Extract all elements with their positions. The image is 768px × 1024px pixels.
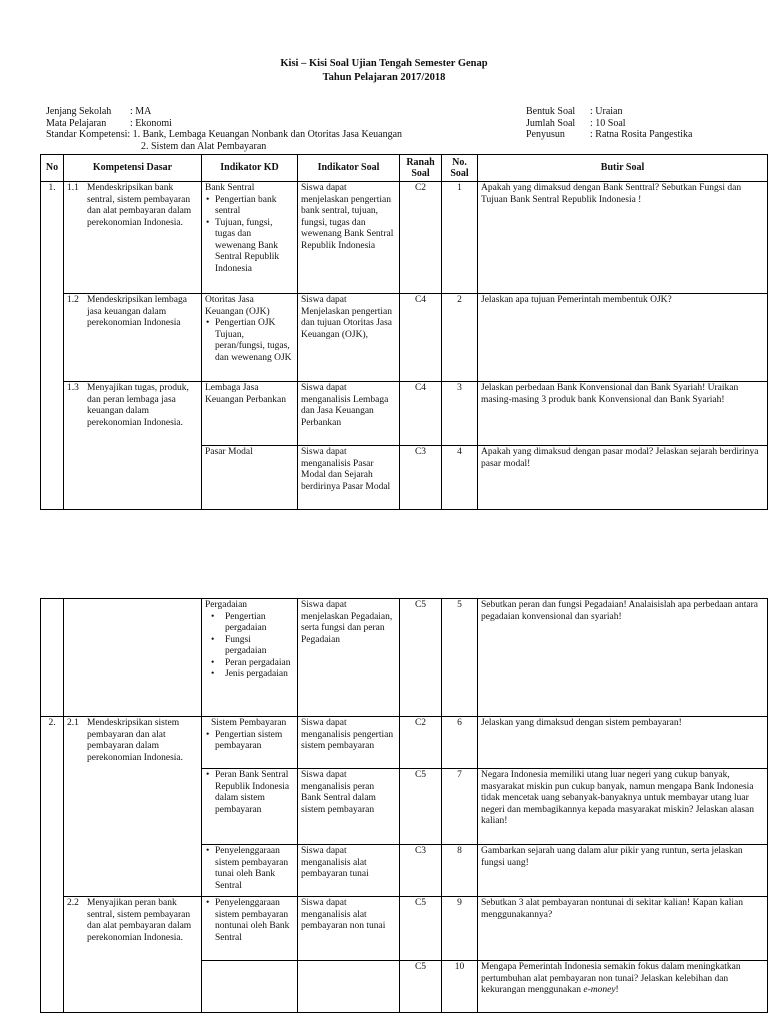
butir-cell: Gambarkan sejarah uang dalam alur pikir yang runtun, serta jelaskan fungsi uang!	[478, 845, 768, 897]
kisi-table-part-1	[40, 154, 768, 510]
bentuk-label: Bentuk Soal	[526, 106, 576, 117]
ikd-cell: Lembaga Jasa Keuangan Perbankan	[202, 382, 298, 446]
jumlah-label: Jumlah Soal	[526, 117, 576, 129]
table-row	[41, 382, 768, 446]
is-cell: Siswa dapat menganalisis peran Bank Sentral dalam sistem pembayaran	[298, 769, 400, 845]
header-indikator-soal: Indikator Soal	[298, 155, 400, 182]
nosoal-cell: 7	[442, 769, 478, 845]
butir-cell: Apakah yang dimaksud dengan pasar modal? Jelaskan sejarah berdirinya pasar modal!	[478, 446, 768, 510]
ikd-cell: Pasar Modal	[202, 446, 298, 510]
is-cell: Siswa dapat menganalisis pengertian sistem pembayaran	[298, 717, 400, 769]
nosoal-cell: 3	[442, 382, 478, 446]
kd-cell: 2.2 Menyajikan peran bank sentral, sistem pembayaran dan alat pembayaran dalam perekonomian Indonesia.	[64, 897, 202, 1013]
is-cell: Siswa dapat menganalisis alat pembayaran tunai	[298, 845, 400, 897]
nosoal-cell: 10	[442, 961, 478, 1013]
ikd-cell	[202, 961, 298, 1013]
table-row	[41, 717, 768, 769]
ikd-cell: • Peran Bank Sentral Republik Indonesia dalam sistem pembayaran	[202, 769, 298, 845]
nosoal-cell: 8	[442, 845, 478, 897]
kd-cell	[64, 599, 202, 717]
header-indikator-kd: Indikator KD	[202, 155, 298, 182]
butir-cell: Jelaskan perbedaan Bank Konvensional dan Bank Syariah! Uraikan masing-masing 3 produk bank Konvensional dan Bank Syariah!	[478, 382, 768, 446]
butir-cell: Sebutkan peran dan fungsi Pegadaian! Analaisislah apa perbedaan antara pegadaian konvensional dan syariah!	[478, 599, 768, 717]
ranah-cell: C5	[400, 961, 442, 1013]
ikd-cell: • Penyelenggaraan sistem pembayaran nontunai oleh Bank Sentral	[202, 897, 298, 961]
row-no: 2.	[41, 717, 64, 1013]
penyusun-label: Penyusun	[526, 129, 565, 140]
sk-value-2: 2. Sistem dan Alat Pembayaran	[141, 140, 267, 152]
ranah-cell: C4	[400, 382, 442, 446]
kisi-table-part-2	[40, 598, 768, 1013]
ranah-cell: C2	[400, 717, 442, 769]
nosoal-cell: 1	[442, 182, 478, 294]
meta-right	[526, 106, 693, 141]
row-no: 1.	[41, 182, 64, 510]
table-row	[41, 897, 768, 961]
ranah-cell: C3	[400, 845, 442, 897]
butir-cell: Negara Indonesia memiliki utang luar negeri yang cukup banyak, masyarakat miskin pun cukup banyak, namun mengapa Bank Indonesia tidak mencetak uang sebanyak-banyaknya untuk membayar utang luar negeri dan membagikannya kepada masyarakat miskin? Jelaskan alasan kalian!	[478, 769, 768, 845]
kd-cell: 1.1 Mendeskripsikan bank sentral, sistem pembayaran dan alat pembayaran dalam perekonomian Indonesia.	[64, 182, 202, 294]
is-cell: Siswa dapat menganalisis Lembaga dan Jasa Keuangan Perbankan	[298, 382, 400, 446]
kd-cell: 2.1 Mendeskripsikan sistem pembayaran dan alat pembayaran dalam perekonomian Indonesia.	[64, 717, 202, 897]
butir-cell: Jelaskan apa tujuan Pemerintah membentuk OJK?	[478, 294, 768, 382]
document-subtitle: Tahun Pelajaran 2017/2018	[322, 72, 446, 83]
table-header-row	[41, 155, 768, 182]
ranah-cell: C5	[400, 599, 442, 717]
penyusun-value: : Ratna Rosita Pangestika	[590, 129, 693, 140]
sk-label: Standar Kompetensi	[46, 129, 128, 140]
table-row	[41, 599, 768, 717]
document-title: Kisi – Kisi Soal Ujian Tengah Semester Genap	[280, 58, 488, 69]
ranah-cell: C4	[400, 294, 442, 382]
jenjang-value: : MA	[130, 106, 152, 117]
is-cell: Siswa dapat Menjelaskan pengertian dan tujuan Otoritas Jasa Keuangan (OJK),	[298, 294, 400, 382]
jenjang-label: Jenjang Sekolah	[46, 106, 112, 117]
nosoal-cell: 2	[442, 294, 478, 382]
header-no: No	[41, 155, 64, 182]
table-row	[41, 294, 768, 382]
is-cell: Siswa dapat menganalisis Pasar Modal dan Sejarah berdirinya Pasar Modal	[298, 446, 400, 510]
header-no-soal: No. Soal	[442, 155, 478, 182]
header-butir-soal: Butir Soal	[478, 155, 768, 182]
ikd-cell: Sistem Pembayaran • Pengertian sistem pembayaran	[202, 717, 298, 769]
sk-value-1: : 1. Bank, Lembaga Keuangan Nonbank dan Otoritas Jasa Keuangan	[127, 129, 403, 140]
ikd-cell: Otoritas Jasa Keuangan (OJK) • Pengertian OJK Tujuan, peran/fungsi, tugas, dan wewenang OJK	[202, 294, 298, 382]
table-row	[41, 182, 768, 294]
header-kompetensi-dasar: Kompetensi Dasar	[64, 155, 202, 182]
mapel-value: : Ekonomi	[130, 117, 172, 129]
mapel-label: Mata Pelajaran	[46, 117, 107, 129]
butir-cell: Jelaskan yang dimaksud dengan sistem pembayaran!	[478, 717, 768, 769]
ranah-cell: C5	[400, 897, 442, 961]
ranah-cell: C2	[400, 182, 442, 294]
ranah-cell: C3	[400, 446, 442, 510]
is-cell	[298, 961, 400, 1013]
row-no	[41, 599, 64, 717]
header-ranah-soal: Ranah Soal	[400, 155, 442, 182]
nosoal-cell: 6	[442, 717, 478, 769]
nosoal-cell: 4	[442, 446, 478, 510]
meta-left	[46, 106, 402, 152]
kd-cell: 1.2 Mendeskripsikan lembaga jasa keuangan dalam perekonomian Indonesia	[64, 294, 202, 382]
is-cell: Siswa dapat menjelaskan Pegadaian, serta fungsi dan peran Pegadaian	[298, 599, 400, 717]
bentuk-value: : Uraian	[590, 106, 623, 117]
is-cell: Siswa dapat menjelaskan pengertian bank sentral, tujuan, fungsi, tugas dan wewenang Bank Sentral Republik Indonesia	[298, 182, 400, 294]
butir-cell: Sebutkan 3 alat pembayaran nontunai di sekitar kalian! Kapan kalian menggunakannya?	[478, 897, 768, 961]
butir-cell: Apakah yang dimaksud dengan Bank Senttral? Sebutkan Fungsi dan Tujuan Bank Sentral Republik Indonesia !	[478, 182, 768, 294]
jumlah-value: : 10 Soal	[590, 117, 626, 129]
nosoal-cell: 9	[442, 897, 478, 961]
ikd-cell: Pergadaian • Pengertian pergadaian • Fungsi pergadaian • Peran pergadaian • Jenis pergadaian	[202, 599, 298, 717]
butir-cell: Mengapa Pemerintah Indonesia semakin fokus dalam meningkatkan pertumbuhan alat pembayaran non tunai? Jelaskan kelebihan dan kekurangan menggunakan e-money!	[478, 961, 768, 1013]
is-cell: Siswa dapat menganalisis alat pembayaran non tunai	[298, 897, 400, 961]
ranah-cell: C5	[400, 769, 442, 845]
ikd-cell: • Penyelenggaraan sistem pembayaran tunai oleh Bank Sentral	[202, 845, 298, 897]
nosoal-cell: 5	[442, 599, 478, 717]
ikd-cell: Bank Sentral • Pengertian bank sentral • Tujuan, fungsi, tugas dan wewenang Bank Sentral Republik Indonesia	[202, 182, 298, 294]
kd-cell: 1.3 Menyajikan tugas, produk, dan peran lembaga jasa keuangan dalam perekonomian Indonesia.	[64, 382, 202, 510]
